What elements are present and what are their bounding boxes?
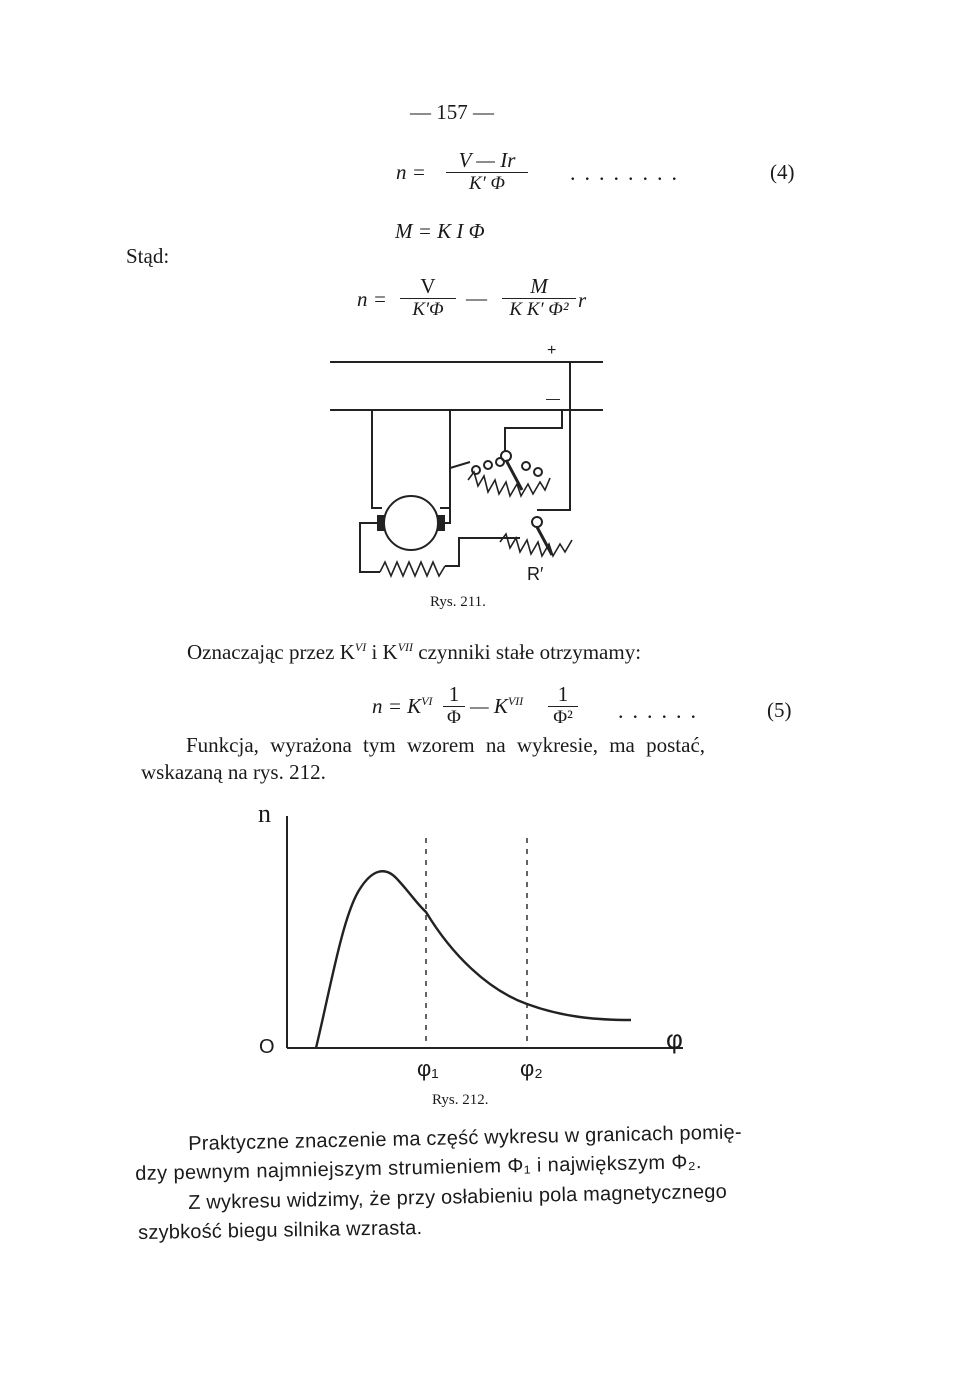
intro-text-3: czynniki stałe otrzymamy: [413, 640, 642, 664]
page-number: — 157 — [410, 100, 494, 124]
formula-n2-f2-den: K K′ Φ² [509, 299, 569, 320]
formula-4-number: (4) [770, 160, 795, 184]
intro-text-2: i K [366, 640, 398, 664]
formula-n2-f1-num: V [420, 274, 436, 298]
paragraph-1-line-2: wskazaną na rys. 212. [141, 760, 326, 784]
formula-4-numerator: V — Ir [458, 148, 516, 172]
formula-5-number: (5) [767, 698, 792, 722]
paragraph-2-line-2: dzy pewnym najmniejszym strumieniem Φ₁ i największym Φ₂. [135, 1151, 703, 1185]
formula-n2-minus: — [466, 286, 487, 310]
formula-5-f2-num: 1 [557, 682, 569, 706]
stad-label: Stąd: [126, 244, 170, 268]
formula-5-f1-num: 1 [448, 682, 460, 706]
paragraph-2-line-4: szybkość biegu silnika wzrasta. [138, 1217, 423, 1244]
formula-m: M = K I Φ [395, 219, 485, 243]
paragraph-2-line-3: Z wykresu widzimy, że przy osłabieniu pola magnetycznego [188, 1180, 728, 1214]
paragraph-1-line-1: Funkcja, wyrażona tym wzorem na wykresie, ma postać, [186, 733, 706, 757]
circuit-r-label: R′ [527, 564, 544, 584]
circuit-plus-label: + [547, 342, 557, 359]
formula-5-minus: — $K^{VII}$ [470, 694, 524, 718]
figure-211-caption: Rys. 211. [430, 594, 486, 610]
paragraph-2-line-1: Praktyczne znaczenie ma część wykresu w granicach pomię- [188, 1121, 742, 1155]
formula-4-lhs: n = [396, 160, 426, 184]
intro-sup-1: VI [354, 640, 367, 654]
formula-n2-f2-num: M [530, 274, 548, 298]
formula-5-f1-den: Φ [447, 707, 461, 728]
circuit-minus-label: — [546, 390, 560, 406]
graph-phi1-label: φ₁ [417, 1056, 439, 1081]
formula-4-denominator: K′ Φ [468, 173, 506, 194]
formula-n2-lhs: n = [357, 287, 387, 311]
graph-x-label: φ [666, 1024, 683, 1054]
formula-n2-f1-den: K′Φ [412, 299, 444, 320]
formula-5-dots: ...... [618, 698, 705, 723]
formula-5-lhs: $n = K^{VI}$ [372, 694, 433, 718]
intro-text-1: Oznaczając przez K [187, 640, 355, 664]
intro-sup-2: VII [397, 640, 414, 654]
graph-curve [316, 871, 631, 1048]
figure-212-caption: Rys. 212. [432, 1092, 489, 1108]
graph-origin-label: O [259, 1036, 275, 1058]
graph-y-label: n [258, 799, 271, 828]
formula-5-f2-den: Φ² [553, 707, 573, 728]
formula-n2-r: r [578, 288, 587, 312]
formula-4-dots: ........ [570, 160, 686, 185]
graph-phi2-label: φ₂ [520, 1056, 543, 1081]
